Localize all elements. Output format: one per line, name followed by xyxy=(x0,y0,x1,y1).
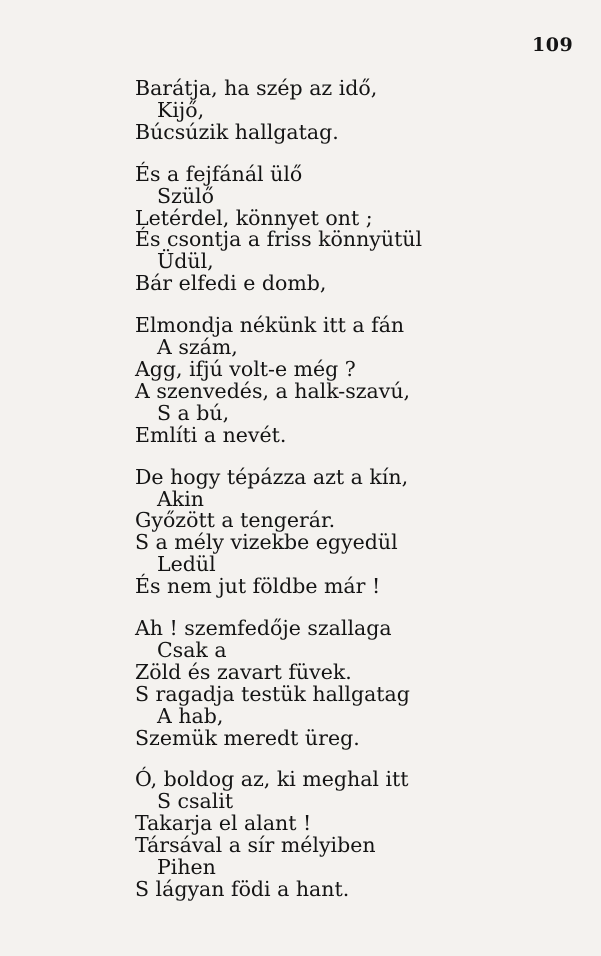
poem-line: Szülő xyxy=(157,183,214,208)
poem-line: Ó, boldog az, ki meghal itt xyxy=(135,767,409,792)
poem-line: A szám, xyxy=(157,335,238,360)
stanza xyxy=(135,618,575,749)
poem-line: Elmondja nékünk itt a fán xyxy=(135,313,405,338)
poem-line: Barátja, ha szép az idő, xyxy=(135,76,378,100)
poem-line: Bár elfedi e domb, xyxy=(135,271,327,296)
poem-line: Ledül xyxy=(157,552,216,577)
poem-line: Pihen xyxy=(157,855,216,880)
poem-line: És nem jut földbe már ! xyxy=(135,574,381,599)
poem-line: S lágyan födi a hant. xyxy=(135,877,350,901)
stanza xyxy=(135,78,575,144)
poem-line: A hab, xyxy=(157,703,224,728)
stanza xyxy=(135,769,575,900)
poem-line: És a fejfánál ülő xyxy=(135,161,303,186)
stanza xyxy=(135,464,575,599)
poem-line: Akin xyxy=(157,486,204,511)
poem-line: Agg, ifjú volt-e még ? xyxy=(135,356,356,381)
poem-line: S a mély vizekbe egyedül xyxy=(135,530,398,555)
poem-line: És csontja a friss könnyütül xyxy=(135,227,423,252)
poem-line: Társával a sír mélyiben xyxy=(135,833,376,858)
stanza xyxy=(135,315,575,446)
poem-line: Szemük meredt üreg. xyxy=(135,725,360,750)
poem xyxy=(135,78,575,921)
poem-line: Csak a xyxy=(157,637,227,662)
stanza xyxy=(135,161,575,296)
poem-line: S ragadja testük hallgatag xyxy=(135,681,410,706)
poem-line: Búcsúzik hallgatag. xyxy=(135,119,339,144)
poem-line: Győzött a tengerár. xyxy=(135,508,336,533)
poem-line: Üdül, xyxy=(157,249,214,274)
poem-line: A szenvedés, a halk-szavú, xyxy=(135,378,411,403)
poem-line: Említi a nevét. xyxy=(135,422,287,447)
poem-line: Ah ! szemfedője szallaga xyxy=(135,616,392,641)
poem-line: Letérdel, könnyet ont ; xyxy=(135,205,373,230)
poem-line: S a bú, xyxy=(157,400,230,425)
poem-line: De hogy tépázza azt a kín, xyxy=(135,464,409,489)
poem-line: Kijő, xyxy=(157,97,205,122)
poem-line: S csalit xyxy=(157,789,234,814)
page-number: 109 xyxy=(532,34,574,56)
poem-line: Zöld és zavart füvek. xyxy=(135,659,352,684)
poem-line: Takarja el alant ! xyxy=(135,811,312,836)
